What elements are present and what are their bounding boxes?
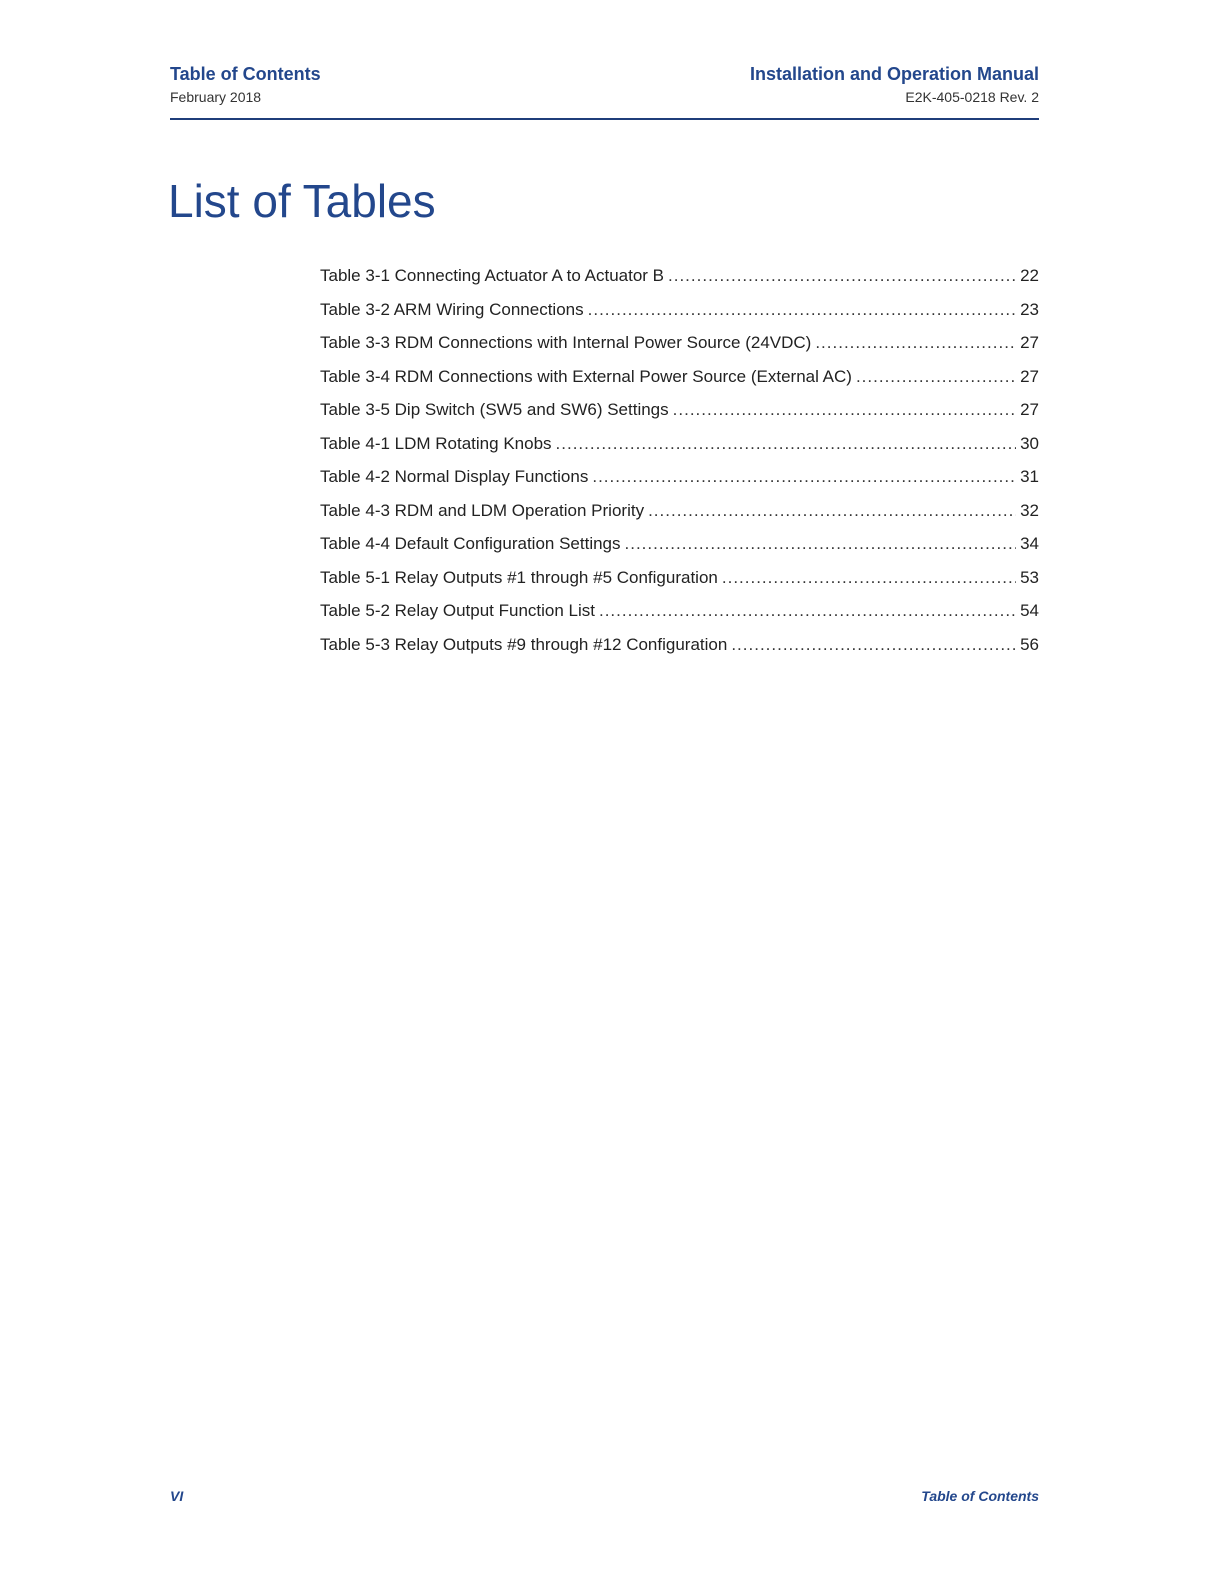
toc-entry[interactable] bbox=[320, 594, 1039, 628]
toc-entry-label: Table 5-3 Relay Outputs #9 through #12 Configuration bbox=[320, 634, 728, 654]
footer-section-title: Table of Contents bbox=[921, 1488, 1039, 1504]
header-date: February 2018 bbox=[170, 89, 262, 105]
toc-entry[interactable] bbox=[320, 527, 1039, 561]
toc-dot-leader bbox=[648, 494, 1016, 528]
toc-entry-page: 27 bbox=[1020, 333, 1039, 352]
header-document-number: E2K-405-0218 Rev. 2 bbox=[905, 89, 1039, 105]
toc-entry-page: 31 bbox=[1020, 467, 1039, 486]
toc-entry-label: Table 4-3 RDM and LDM Operation Priority bbox=[320, 500, 645, 520]
toc-entry-label: Table 3-1 Connecting Actuator A to Actuator B bbox=[320, 266, 665, 285]
toc-entry-label: Table 3-2 ARM Wiring Connections bbox=[320, 299, 584, 319]
toc-entry-label: Table 5-1 Relay Outputs #1 through #5 Configuration bbox=[320, 567, 718, 587]
toc-entry-page: 27 bbox=[1020, 400, 1039, 419]
toc-entry-label: Table 3-4 RDM Connections with External Power Source (External AC) bbox=[320, 366, 852, 386]
toc-dot-leader bbox=[815, 326, 1016, 360]
header-left bbox=[170, 62, 321, 108]
toc-entry[interactable] bbox=[320, 460, 1039, 494]
page-title: List of Tables bbox=[168, 175, 436, 227]
footer-page-number: VI bbox=[170, 1488, 184, 1504]
toc-dot-leader bbox=[588, 293, 1016, 327]
toc-entry-page: 23 bbox=[1020, 299, 1039, 319]
toc-entry[interactable] bbox=[320, 628, 1039, 662]
toc-entry-label: Table 3-3 RDM Connections with Internal Power Source (24VDC) bbox=[320, 333, 812, 352]
toc-entry[interactable] bbox=[320, 393, 1039, 427]
header-section-title: Table of Contents bbox=[170, 64, 321, 84]
page-footer bbox=[170, 1485, 1039, 1507]
toc-entry-page: 30 bbox=[1020, 433, 1039, 453]
toc-dot-leader bbox=[722, 561, 1016, 595]
toc-entry-page: 54 bbox=[1020, 601, 1039, 620]
header-manual-title: Installation and Operation Manual bbox=[749, 64, 1039, 84]
toc-dot-leader bbox=[856, 360, 1016, 394]
toc-entry[interactable] bbox=[320, 259, 1039, 293]
toc-entry-page: 22 bbox=[1020, 266, 1039, 285]
toc-entry-label: Table 5-2 Relay Output Function List bbox=[320, 601, 595, 620]
toc-entry[interactable] bbox=[320, 427, 1039, 461]
toc-entry[interactable] bbox=[320, 494, 1039, 528]
toc-entry-page: 56 bbox=[1020, 634, 1039, 654]
toc-entry-page: 53 bbox=[1020, 567, 1039, 587]
toc-list bbox=[320, 259, 1039, 661]
toc-dot-leader bbox=[668, 259, 1016, 293]
toc-dot-leader bbox=[673, 393, 1016, 427]
toc-entry-page: 32 bbox=[1020, 500, 1039, 520]
page-header bbox=[170, 62, 1039, 120]
toc-entry-page: 34 bbox=[1020, 534, 1039, 553]
toc-entry-label: Table 3-5 Dip Switch (SW5 and SW6) Settings bbox=[320, 400, 669, 419]
toc-dot-leader bbox=[731, 628, 1016, 662]
toc-entry-page: 27 bbox=[1020, 366, 1039, 386]
toc-entry-label: Table 4-4 Default Configuration Settings bbox=[320, 534, 621, 553]
toc-entry[interactable] bbox=[320, 561, 1039, 595]
toc-entry[interactable] bbox=[320, 360, 1039, 394]
toc-dot-leader bbox=[556, 427, 1017, 461]
toc-entry[interactable] bbox=[320, 293, 1039, 327]
toc-entry-label: Table 4-1 LDM Rotating Knobs bbox=[320, 433, 552, 453]
toc-entry-label: Table 4-2 Normal Display Functions bbox=[320, 467, 589, 486]
toc-entry[interactable] bbox=[320, 326, 1039, 360]
header-right bbox=[750, 62, 1039, 108]
toc-dot-leader bbox=[592, 460, 1016, 494]
toc-dot-leader bbox=[599, 594, 1016, 628]
toc-dot-leader bbox=[625, 527, 1017, 561]
